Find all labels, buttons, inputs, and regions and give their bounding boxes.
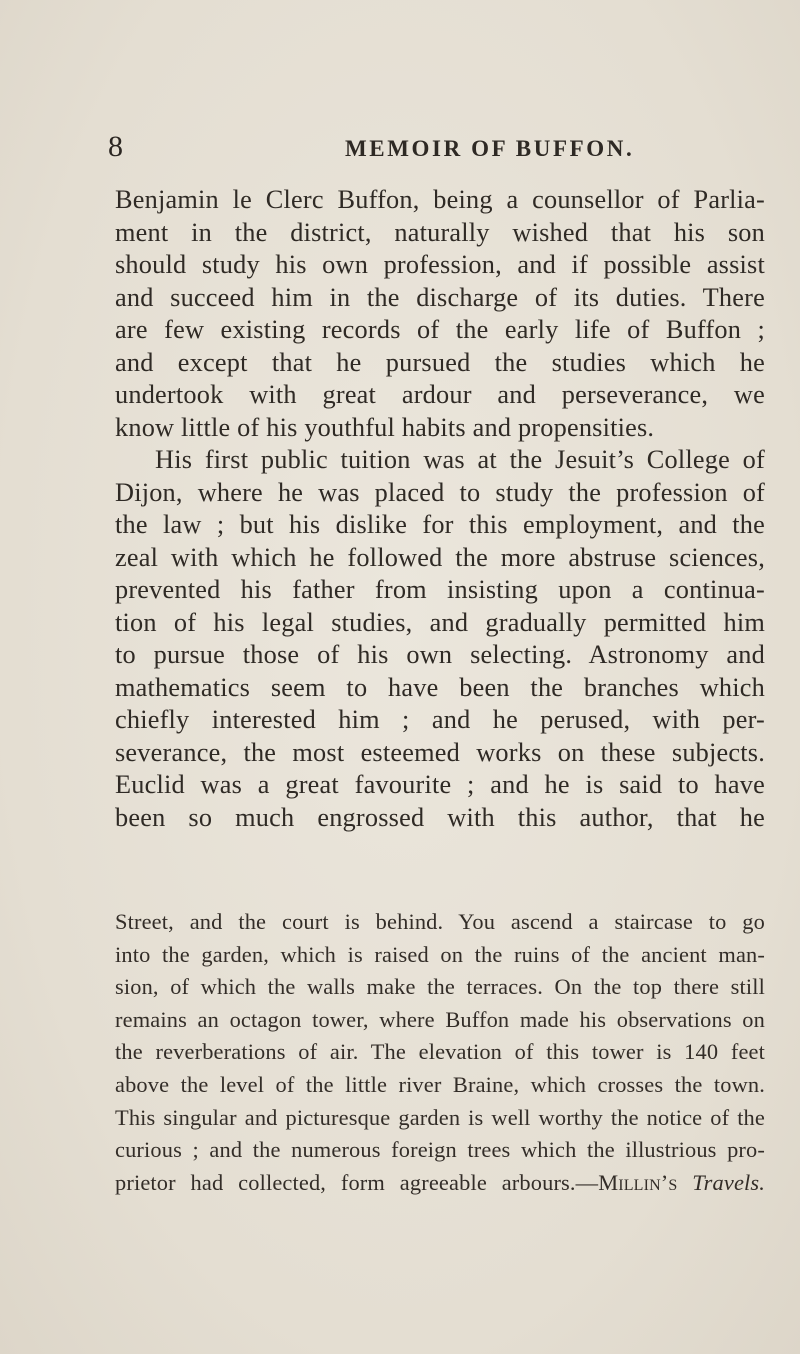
page-header <box>108 132 788 166</box>
text-line: to pursue those of his own selecting. Astronomy and <box>115 640 765 669</box>
text-line: prevented his father from insisting upon a continua- <box>115 575 765 604</box>
text-line: undertook with great ardour and perseverance, we <box>115 380 765 409</box>
text-line: Benjamin le Clerc Buffon, being a counsellor of Parlia- <box>115 185 765 214</box>
text-line: the law ; but his dislike for this employment, and the <box>115 510 765 539</box>
text-line: ment in the district, naturally wished that his son <box>115 217 765 247</box>
text-line: Dijon, where he was placed to study the profession of <box>115 477 765 507</box>
citation-work: Travels. <box>692 1169 766 1195</box>
footnote-line-text: prietor had collected, form agreeable arbours.— <box>115 1169 599 1195</box>
text-line: His first public tuition was at the Jesuit’s College of <box>155 445 765 474</box>
running-title: MEMOIR OF BUFFON. <box>345 136 635 161</box>
text-line: and except that he pursued the studies which he <box>115 347 765 377</box>
footnote-line: Street, and the court is behind. You ascend a staircase to go <box>115 909 765 934</box>
page-number: 8 <box>108 130 123 163</box>
text-line: are few existing records of the early life of Buffon ; <box>115 315 765 344</box>
text-line: tion of his legal studies, and gradually permitted him <box>115 607 765 637</box>
footnote-line: remains an octagon tower, where Buffon made his observations on <box>115 1006 765 1032</box>
text-line: chiefly interested him ; and he perused, with per- <box>115 705 765 734</box>
text-line: and succeed him in the discharge of its duties. There <box>115 282 765 312</box>
text-line: know little of his youthful habits and propensities. <box>115 412 655 442</box>
text-line: mathematics seem to have been the branches which <box>115 672 765 702</box>
text-line: severance, the most esteemed works on these subjects. <box>115 737 765 767</box>
footnote <box>115 906 765 1199</box>
footnote-line: the reverberations of air. The elevation of this tower is 140 feet <box>115 1039 765 1065</box>
citation-author: Millin’s <box>598 1169 678 1195</box>
footnote-line: sion, of which the walls make the terraces. On the top there still <box>115 974 765 1000</box>
text-line: should study his own profession, and if possible assist <box>115 250 765 279</box>
text-line: been so much engrossed with this author, that he <box>115 802 765 832</box>
footnote-line: curious ; and the numerous foreign trees which the illustrious pro- <box>115 1137 765 1163</box>
footnote-line: This singular and picturesque garden is well worthy the notice of the <box>115 1104 765 1130</box>
text-line: zeal with which he followed the more abstruse sciences, <box>115 542 765 572</box>
text-line: Euclid was a great favourite ; and he is said to have <box>115 770 765 799</box>
footnote-line: into the garden, which is raised on the ruins of the ancient man- <box>115 941 765 967</box>
main-text <box>115 184 765 834</box>
footnote-last-line <box>115 1167 765 1200</box>
footnote-line: above the level of the little river Braine, which crosses the town. <box>115 1071 765 1097</box>
